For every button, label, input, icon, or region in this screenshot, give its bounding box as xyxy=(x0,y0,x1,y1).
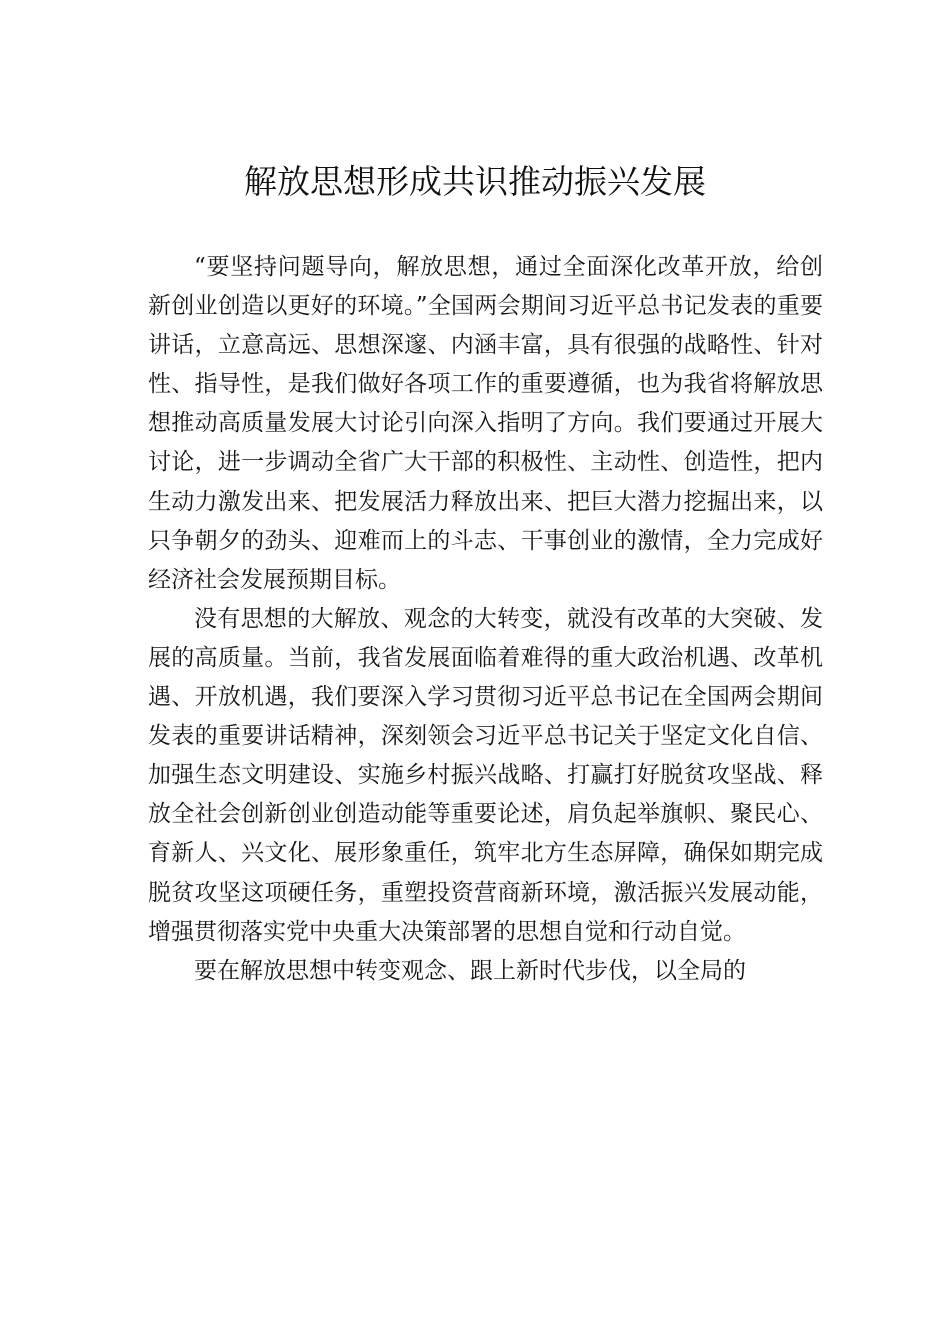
document-title: 解放思想形成共识推动振兴发展 xyxy=(244,162,706,201)
document-body xyxy=(148,248,823,991)
paragraph-3: 要在解放思想中转变观念、跟上新时代步伐，以全局的 xyxy=(194,957,746,984)
paragraph-1: “要坚持问题导向，解放思想，通过全面深化改革开放，给创新创业创造以更好的环境。”全国两会期间习近平总书记发表的重要讲话，立意高远、思想深邃、内涵丰富，具有很强的战略性、针对性、指导性，是我们做好各项工作的重要遵循，也为我省将解放思想推动高质量发展大讨论引向深入指明了方向。我们要通过开展大讨论，进一步调动全省广大干部的积极性、主动性、创造性，把内生动力激发出来、把发展活力释放出来、把巨大潜力挖掘出来，以只争朝夕的劲头、迎难而上的斗志、干事创业的激情，全力完成好经济社会发展预期目标。 xyxy=(148,254,823,593)
paragraph-2: 没有思想的大解放、观念的大转变，就没有改革的大突破、发展的高质量。当前，我省发展面临着难得的重大政治机遇、改革机遇、开放机遇，我们要深入学习贯彻习近平总书记在全国两会期间发表的重要讲话精神，深刻领会习近平总书记关于坚定文化自信、加强生态文明建设、实施乡村振兴战略、打赢打好脱贫攻坚战、释放全社会创新创业创造动能等重要论述，肩负起举旗帜、聚民心、育新人、兴文化、展形象重任，筑牢北方生态屏障，确保如期完成脱贫攻坚这项硬任务，重塑投资营商新环境，激活振兴发展动能，增强贯彻落实党中央重大决策部署的思想自觉和行动自觉。 xyxy=(148,605,823,945)
